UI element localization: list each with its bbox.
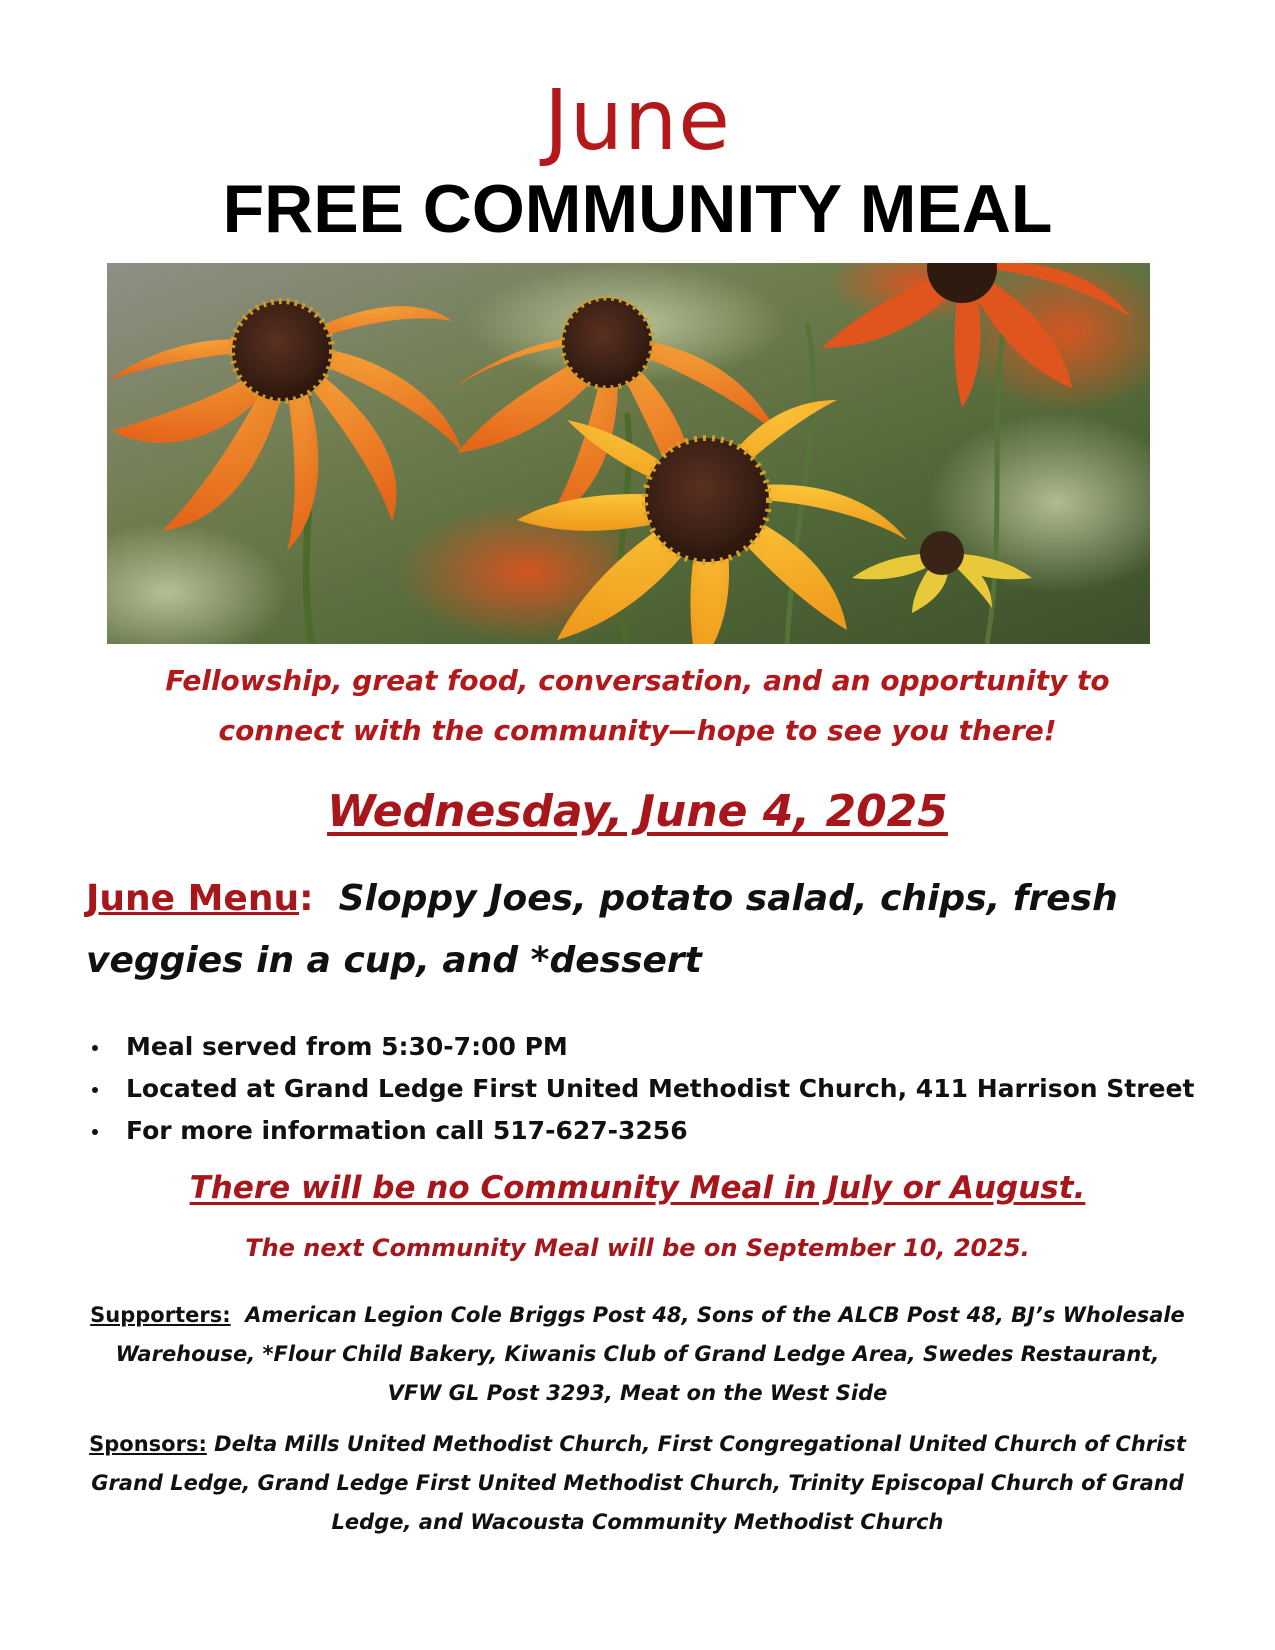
menu-section [86,868,1206,992]
event-date: Wednesday, June 4, 2025 [327,786,948,837]
next-meal-notice: The next Community Meal will be on September 10, 2025. [245,1234,1030,1262]
menu-separator: : [299,878,314,919]
supporters-section [86,1296,1189,1413]
tagline: Fellowship, great food, conversation, and an opportunity to connect with the community—hope to see you there! [165,664,1110,747]
no-meal-notice: There will be no Community Meal in July or August. [189,1170,1086,1206]
supporters-text: American Legion Cole Briggs Post 48, Sons of the ALCB Post 48, BJ’s Wholesale Warehouse, *Flour Child Bakery, Kiwanis Club of Grand Ledge Area, Swedes Restaurant, VFW GL Post 3293, Meat on the West Side [115,1303,1185,1405]
list-item: For more information call 517-627-3256 [90,1110,1200,1152]
supporters-label: Supporters: [90,1303,231,1327]
list-item: Located at Grand Ledge First United Methodist Church, 411 Harrison Street [90,1068,1200,1110]
flower-photo [107,263,1150,644]
sponsors-label: Sponsors: [89,1432,207,1456]
menu-label: June Menu [86,878,300,919]
sponsors-section [86,1425,1189,1542]
menu-items: Sloppy Joes, potato salad, chips, fresh veggies in a cup, and *dessert [86,878,1118,981]
page-title: FREE COMMUNITY MEAL [222,171,1053,247]
list-item: Meal served from 5:30-7:00 PM [90,1026,1200,1068]
sponsors-text: Delta Mills United Methodist Church, First Congregational United Church of Christ Grand Ledge, Grand Ledge First United Methodist Church, Trinity Episcopal Church of Grand Ledge, and Wacousta Community Methodist Church [91,1432,1186,1534]
flower-photo-illustration [107,263,1150,644]
month-heading: June [544,71,731,169]
details-list [90,1026,1200,1152]
